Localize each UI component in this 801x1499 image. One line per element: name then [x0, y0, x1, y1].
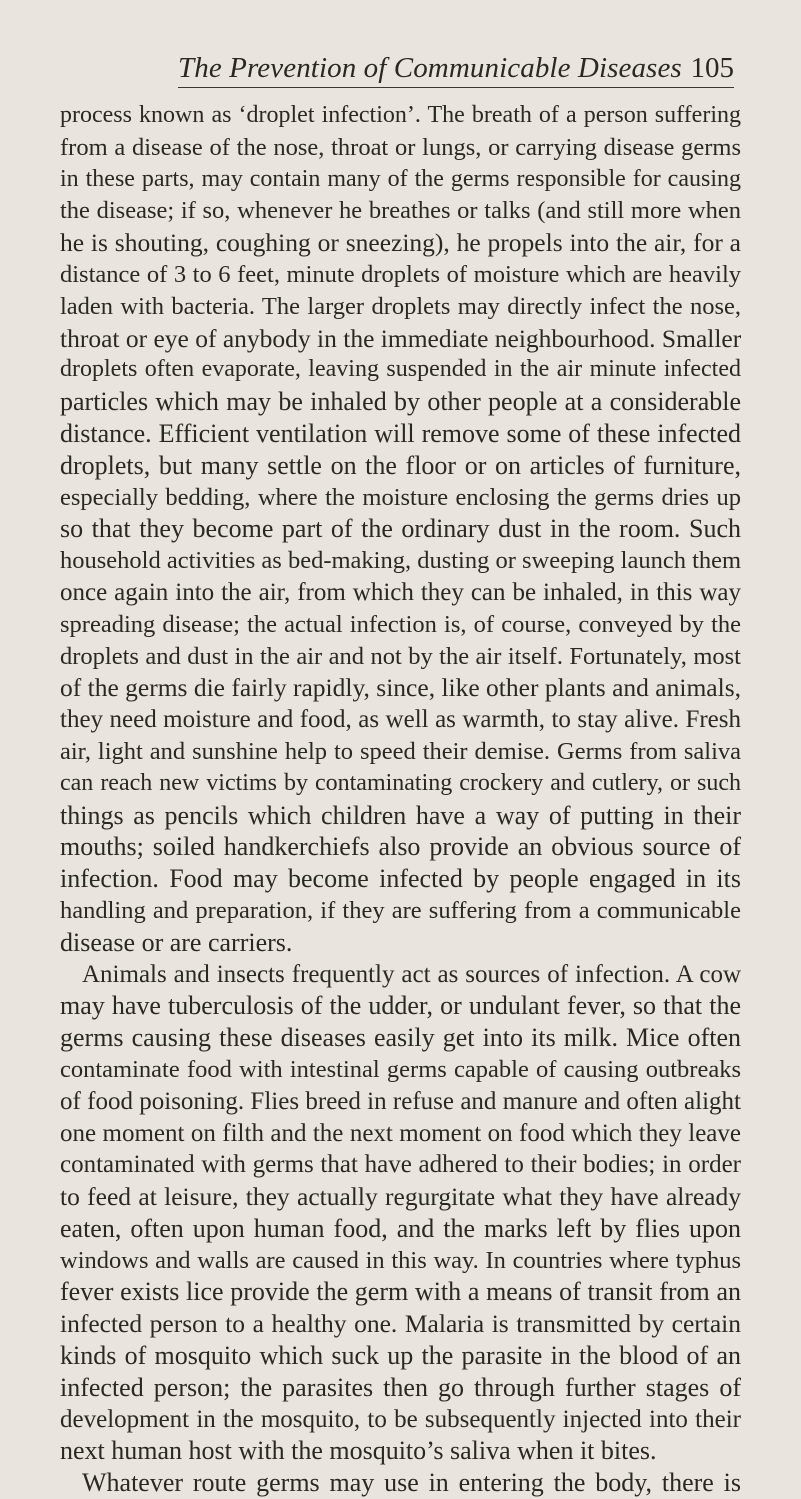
text-line: droplets often evaporate, leaving suspended in the air minute infected: [60, 356, 741, 383]
text-line: throat or eye of anybody in the immediate neighbourhood. Smaller: [60, 323, 741, 353]
text-line: to feed at leisure, they actually regurgitate what they have already: [60, 1182, 741, 1212]
text-line: things as pencils which children have a way of putting in their: [60, 800, 741, 830]
text-line: of the germs die fairly rapidly, since, like other plants and animals,: [60, 673, 741, 703]
text-line: can reach new victims by contaminating crockery and cutlery, or such: [60, 769, 741, 796]
text-line: particles which may be inhaled by other people at a considerable: [60, 387, 741, 417]
paragraph: [60, 1467, 741, 1499]
paragraph: [60, 959, 741, 1468]
text-line: in these parts, may contain many of the germs responsible for causing: [60, 165, 741, 192]
paragraph: [60, 100, 741, 959]
text-line: eaten, often upon human food, and the marks left by flies upon: [60, 1213, 741, 1243]
text-line: from a disease of the nose, throat or lungs, or carrying disease germs: [60, 133, 741, 161]
text-line: droplets, but many settle on the floor or on articles of furniture,: [60, 450, 741, 480]
text-line: mouths; soiled handkerchiefs also provide an obvious source of: [60, 832, 741, 862]
text-line: of food poisoning. Flies breed in refuse and manure and often alight: [60, 1087, 741, 1115]
text-line: spreading disease; the actual infection is, of course, conveyed by the: [60, 610, 741, 638]
text-line: distance of 3 to 6 feet, minute droplets of moisture which are heavily: [60, 260, 741, 288]
text-line: they need moisture and food, as well as warmth, to stay alive. Fresh: [60, 706, 741, 734]
text-line: next human host with the mosquito’s saliva when it bites.: [60, 1436, 657, 1466]
text-line: distance. Efficient ventilation will remove some of these infected: [60, 418, 741, 448]
text-line: laden with bacteria. The larger droplets may directly infect the nose,: [60, 292, 741, 320]
text-line: Animals and insects frequently act as sources of infection. A cow: [82, 960, 741, 988]
text-line: especially bedding, where the moisture enclosing the germs dries up: [60, 483, 741, 511]
text-line: may have tuberculosis of the udder, or undulant fever, so that the: [60, 991, 741, 1021]
text-line: household activities as bed-making, dusting or sweeping launch them: [60, 547, 741, 575]
text-line: kinds of mosquito which suck up the parasite in the blood of an: [60, 1341, 741, 1371]
text-line: infection. Food may become infected by people engaged in its: [60, 864, 741, 894]
text-line: once again into the air, from which they can be inhaled, in this way: [60, 578, 741, 606]
body-text: [60, 100, 741, 1499]
text-line: infected person to a healthy one. Malaria is transmitted by certain: [60, 1309, 741, 1339]
text-line: windows and walls are caused in this way. In countries where typhus: [60, 1246, 741, 1274]
text-line: germs causing these diseases easily get into its milk. Mice often: [60, 1023, 741, 1053]
text-line: disease or are carriers.: [60, 927, 293, 957]
running-head: [178, 48, 734, 88]
text-line: one moment on filth and the next moment on food which they leave: [60, 1119, 741, 1147]
running-head-title: The Prevention of Communicable Diseases: [178, 52, 682, 84]
text-line: process known as ‘droplet infection’. The breath of a person suffering: [60, 102, 741, 128]
text-line: development in the mosquito, to be subsequently injected into their: [60, 1405, 741, 1433]
text-line: so that they become part of the ordinary dust in the room. Such: [60, 514, 741, 544]
text-line: he is shouting, coughing or sneezing), he propels into the air, for a: [60, 228, 741, 258]
text-line: contaminated with germs that have adhered to their bodies; in order: [60, 1151, 741, 1179]
text-line: handling and preparation, if they are suffering from a communicable: [60, 896, 741, 924]
page-number: 105: [690, 52, 734, 84]
text-line: air, light and sunshine help to speed their demise. Germs from saliva: [60, 737, 741, 765]
text-line: droplets and dust in the air and not by the air itself. Fortunately, most: [60, 642, 741, 670]
text-line: the disease; if so, whenever he breathes or talks (and still more when: [60, 197, 741, 225]
text-line: infected person; the parasites then go through further stages of: [60, 1372, 741, 1402]
text-line: Whatever route germs may use in entering the body, there is: [82, 1468, 741, 1498]
text-line: contaminate food with intestinal germs capable of causing outbreaks: [60, 1055, 741, 1083]
text-line: fever exists lice provide the germ with a means of transit from an: [60, 1277, 741, 1307]
